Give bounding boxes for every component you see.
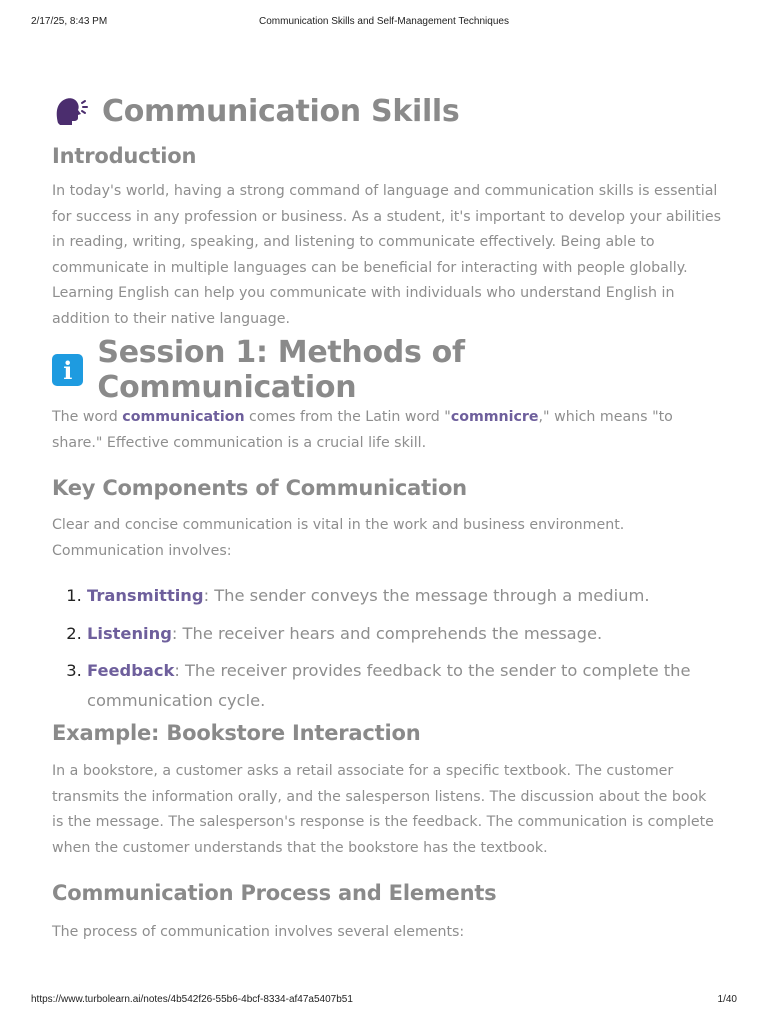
note-content xyxy=(52,88,722,946)
list-item-term: Listening xyxy=(87,623,172,643)
example-paragraph: In a bookstore, a customer asks a retail associate for a specific textbook. The customer transmits the information orally, and the salesperson listens. The discussion about the book is the message. The salesperson's response is the feedback. The communication is complete when the customer understands that the bookstore has the textbook. xyxy=(52,763,714,856)
list-item xyxy=(87,656,722,715)
info-icon: i xyxy=(52,354,83,386)
list-item-desc: : The sender conveys the message through a medium. xyxy=(203,586,650,605)
print-doc-title: Communication Skills and Self-Management Techniques xyxy=(259,16,509,27)
process-paragraph: The process of communication involves several elements: xyxy=(52,924,465,940)
list-item-desc: : The receiver provides feedback to the sender to complete the communication cycle. xyxy=(87,661,691,710)
key-components-paragraph: Clear and concise communication is vital in the work and business environment. Communication involves: xyxy=(52,517,625,559)
list-item-term: Feedback xyxy=(87,661,175,680)
intro-paragraph: In today's world, having a strong command of language and communication skills is essential for success in any profession or business. As a student, it's important to develop your abilities in reading, writing, speaking, and listening to communicate effectively. Being able to communicate in multiple languages can be beneficial for interacting with people globally. Learning English can help you communicate with individuals who understand English in addition to their native language. xyxy=(52,183,722,327)
page-title-text: Communication Skills xyxy=(102,93,460,129)
print-datetime: 2/17/25, 8:43 PM xyxy=(31,16,108,27)
process-heading: Communication Process and Elements xyxy=(52,881,497,905)
components-list xyxy=(52,581,722,715)
example-heading: Example: Bookstore Interaction xyxy=(52,721,421,745)
speaking-head-icon xyxy=(52,93,88,129)
session1-paragraph xyxy=(52,405,722,456)
session1-heading-text: Session 1: Methods of Communication xyxy=(97,335,465,405)
list-item xyxy=(87,581,722,611)
text-run: comes from the Latin word " xyxy=(244,409,451,425)
print-url: https://www.turbolearn.ai/notes/4b542f26-55b6-4bcf-8334-af47a5407b51 xyxy=(31,994,353,1005)
print-footer xyxy=(0,994,768,1008)
session1-heading xyxy=(52,335,722,405)
term-communication: communication xyxy=(122,409,245,425)
list-item-term: Transmitting xyxy=(87,586,204,605)
term-latin: commnicre xyxy=(450,409,539,425)
page-number: 1/40 xyxy=(717,994,737,1005)
list-item xyxy=(87,619,722,649)
print-header xyxy=(0,16,768,30)
page-title xyxy=(52,88,722,134)
key-components-heading: Key Components of Communication xyxy=(52,476,467,500)
text-run: The word xyxy=(52,409,123,425)
text-run: ," which means "to share." Effective communication is a crucial life skill. xyxy=(52,409,673,451)
list-item-desc: : The receiver hears and comprehends the message. xyxy=(171,623,603,643)
intro-heading: Introduction xyxy=(52,144,197,168)
